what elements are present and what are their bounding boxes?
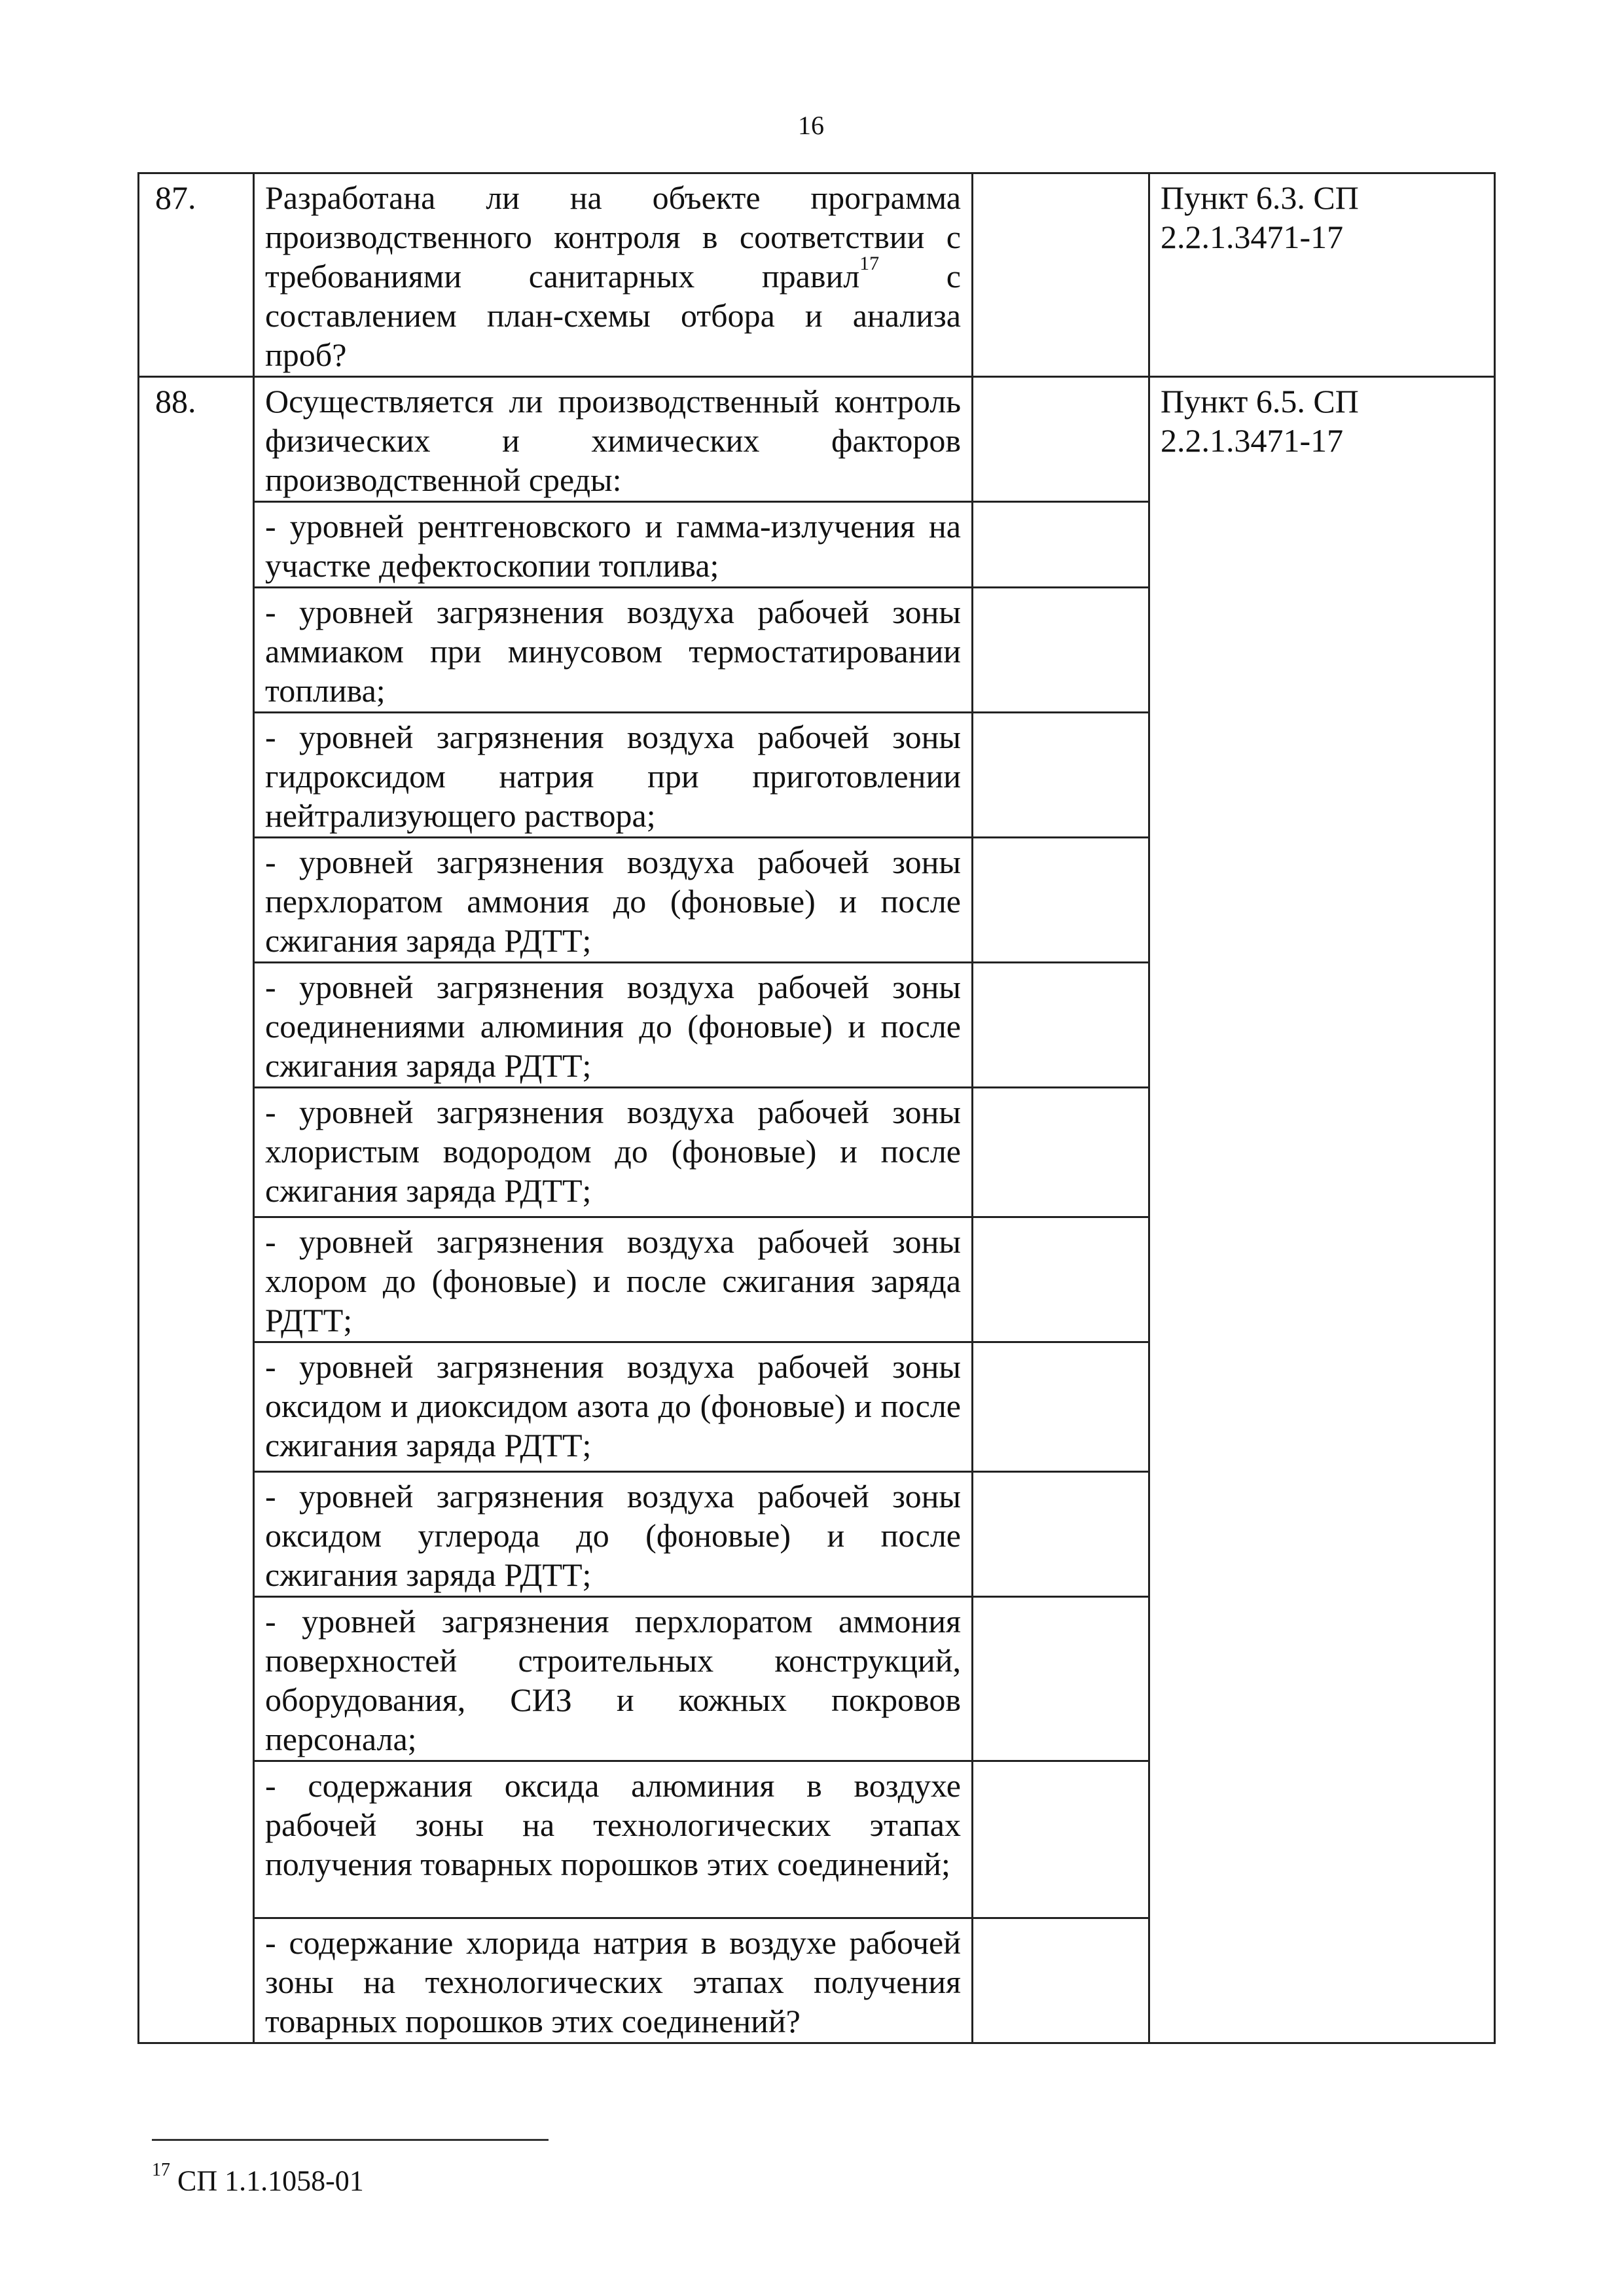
page-number: 16 (798, 111, 824, 140)
sub-item-text: - уровней загрязнения перхлоратом аммония поверхностей строительных конструкций, оборудования, СИЗ и кожных покровов персонала; (254, 1597, 973, 1761)
sub-item-text: - содержание хлорида натрия в воздухе рабочей зоны на технологических этапах получения товарных порошков этих соединений? (254, 1918, 973, 2043)
sub-item-text: - содержания оксида алюминия в воздухе рабочей зоны на технологических этапах получения товарных порошков этих соединений; (254, 1761, 973, 1918)
answer-cell[interactable] (973, 588, 1149, 713)
sub-item-text: - уровней загрязнения воздуха рабочей зоны гидроксидом натрия при приготовлении нейтрализующего раствора; (254, 713, 973, 838)
answer-cell[interactable] (973, 1342, 1149, 1472)
sub-item-text: - уровней рентгеновского и гамма-излучения на участке дефектоскопии топлива; (254, 502, 973, 588)
answer-cell[interactable] (973, 963, 1149, 1088)
sub-item-text: - уровней загрязнения воздуха рабочей зоны оксидом и диоксидом азота до (фоновые) и после сжигания заряда РДТТ; (254, 1342, 973, 1472)
sub-item-text: - уровней загрязнения воздуха рабочей зоны хлором до (фоновые) и после сжигания заряда РДТТ; (254, 1217, 973, 1342)
footnote-mark: 17 (152, 2160, 170, 2180)
question-cell (254, 173, 973, 377)
question-text-continued: с составлением план-схемы отбора и анализа проб? (265, 258, 961, 373)
sub-item-text: - уровней загрязнения воздуха рабочей зоны хлористым водородом до (фоновые) и после сжигания заряда РДТТ; (254, 1088, 973, 1217)
sub-item-text: - уровней загрязнения воздуха рабочей зоны перхлоратом аммония до (фоновые) и после сжигания заряда РДТТ; (254, 838, 973, 963)
reference-cell: Пункт 6.3. СП 2.2.1.3471-17 (1149, 173, 1495, 377)
reference-cell: Пункт 6.5. СП 2.2.1.3471-17 (1149, 377, 1495, 2043)
answer-cell[interactable] (973, 713, 1149, 838)
answer-cell[interactable] (973, 838, 1149, 963)
question-text: Разработана ли на объекте программа производственного контроля в соответствии с требованиями санитарных правил (265, 179, 961, 295)
footnote-divider (152, 2139, 549, 2141)
answer-cell[interactable] (973, 502, 1149, 588)
answer-cell[interactable] (973, 1918, 1149, 2043)
answer-cell[interactable] (973, 1597, 1149, 1761)
sub-item-text: - уровней загрязнения воздуха рабочей зоны аммиаком при минусовом термостатировании топлива; (254, 588, 973, 713)
footnote-reference: 17 (859, 253, 880, 274)
question-cell: Осуществляется ли производственный контроль физических и химических факторов производственной среды: (254, 377, 973, 502)
sub-item-text: - уровней загрязнения воздуха рабочей зоны оксидом углерода до (фоновые) и после сжигания заряда РДТТ; (254, 1472, 973, 1597)
item-number: 88. (139, 377, 254, 2043)
answer-cell[interactable] (973, 1217, 1149, 1342)
item-number: 87. (139, 173, 254, 377)
answer-cell[interactable] (973, 377, 1149, 502)
answer-cell[interactable] (973, 1472, 1149, 1597)
sub-item-text: - уровней загрязнения воздуха рабочей зоны соединениями алюминия до (фоновые) и после сжигания заряда РДТТ; (254, 963, 973, 1088)
answer-cell[interactable] (973, 1761, 1149, 1918)
answer-cell[interactable] (973, 1088, 1149, 1217)
footnote-text: СП 1.1.1058-01 (177, 2164, 364, 2197)
checklist-table (137, 172, 1496, 2044)
footnote (152, 2152, 364, 2199)
table-row-88 (139, 377, 1495, 502)
table-row-87 (139, 173, 1495, 377)
answer-cell[interactable] (973, 173, 1149, 377)
